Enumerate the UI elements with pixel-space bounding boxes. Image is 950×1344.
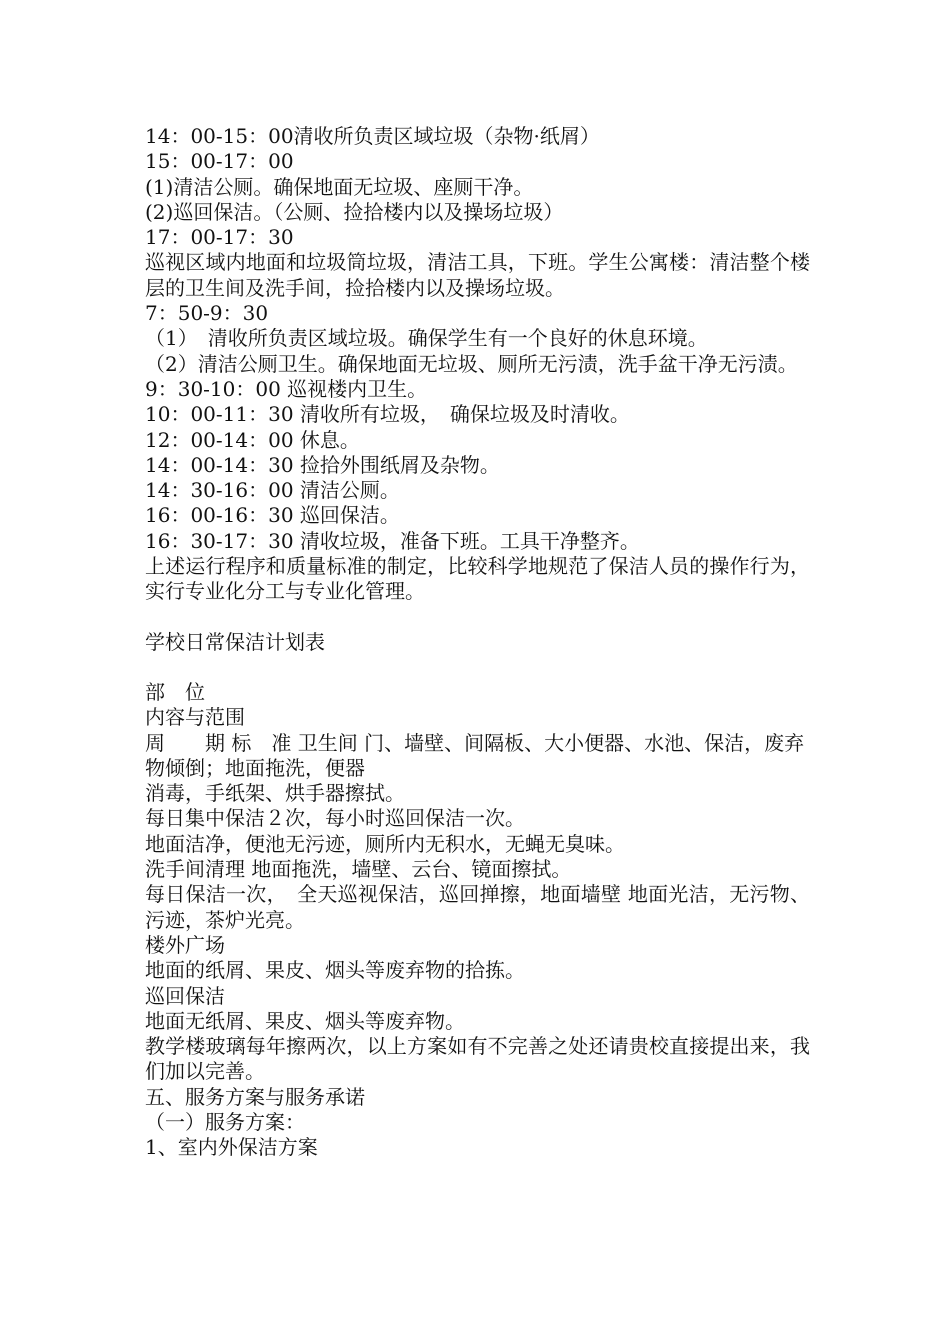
table-line: 消毒，手纸架、烘手器擦拭。 [145,781,405,806]
schedule-line: 9：30-10：00 巡视楼内卫生。 [145,376,428,401]
table-row-daily: 每日保洁一次， 全天巡视保洁，巡回掸擦，地面墙壁 地面光洁，无污物、污迹，茶炉光亮。 [145,882,810,932]
text-line: 17：00-17：30 [145,225,294,250]
paragraph-patrol: 巡视区域内地面和垃圾筒垃圾，清洁工具，下班。学生公寓楼：清洁整个楼层的卫生间及洗手间，捡拾楼内以及操场垃圾。 [145,250,810,300]
table-title: 学校日常保洁计划表 [145,629,325,654]
section-heading: 五、服务方案与服务承诺 [145,1084,365,1109]
text-line: 14：00-15：00清收所负责区域垃圾（杂物·纸屑） [145,124,600,148]
table-line: 内容与范围 [145,705,245,730]
schedule-line: 12：00-14：00 休息。 [145,427,360,452]
list-item: （1） 清收所负责区域垃圾。确保学生有一个良好的休息环境。 [145,326,708,351]
text-line: 15：00-17：00 [145,149,294,174]
closing-paragraph: 教学楼玻璃每年擦两次，以上方案如有不完善之处还请贵校直接提出来，我们加以完善。 [145,1034,810,1084]
table-row-restroom: 周 期 标 准 卫生间 门、墙壁、间隔板、大小便器、水池、保洁，废弃 [145,730,805,755]
table-line: 地面无纸屑、果皮、烟头等废弃物。 [145,1008,465,1033]
subsection-heading: （一）服务方案： [145,1109,305,1134]
schedule-line: 10：00-11：30 清收所有垃圾， 确保垃圾及时清收。 [145,402,630,427]
table-line: 物倾倒；地面拖洗，便器 [145,755,365,780]
summary-paragraph: 上述运行程序和质量标准的制定，比较科学地规范了保洁人员的操作行为，实行专业化分工与专业化管理。 [145,554,810,604]
subsection-heading: 1、室内外保洁方案 [145,1135,318,1160]
schedule-line: 14：30-16：00 清洁公厕。 [145,478,400,503]
table-line: 巡回保洁 [145,983,225,1008]
table-line: 地面洁净，便池无污迹，厕所内无积水，无蝇无臭味。 [145,831,625,856]
text-line: 7：50-9：30 [145,301,269,326]
table-line: 地面的纸屑、果皮、烟头等废弃物的拾拣。 [145,958,525,983]
blank-line [145,605,810,630]
document-page [145,124,810,1161]
text-line: (1)清洁公厕。确保地面无垃圾、座厕干净。 [145,174,534,199]
text-line: (2)巡回保洁。（公厕、捡拾楼内以及操场垃圾） [145,199,564,224]
table-line: 每日集中保洁２次，每小时巡回保洁一次。 [145,806,525,831]
schedule-line: 16：30-17：30 清收垃圾，准备下班。工具干净整齐。 [145,528,640,553]
table-line: 楼外广场 [145,932,225,957]
table-line: 部 位 [145,679,205,704]
schedule-line: 14：00-14：30 捡拾外围纸屑及杂物。 [145,452,500,477]
blank-line [145,655,810,680]
schedule-line: 16：00-16：30 巡回保洁。 [145,503,400,528]
table-line: 洗手间清理 地面拖洗，墙壁、云台、镜面擦拭。 [145,857,572,882]
list-item: （2）清洁公厕卫生。确保地面无垃圾、厕所无污渍，洗手盆干净无污渍。 [145,351,798,376]
